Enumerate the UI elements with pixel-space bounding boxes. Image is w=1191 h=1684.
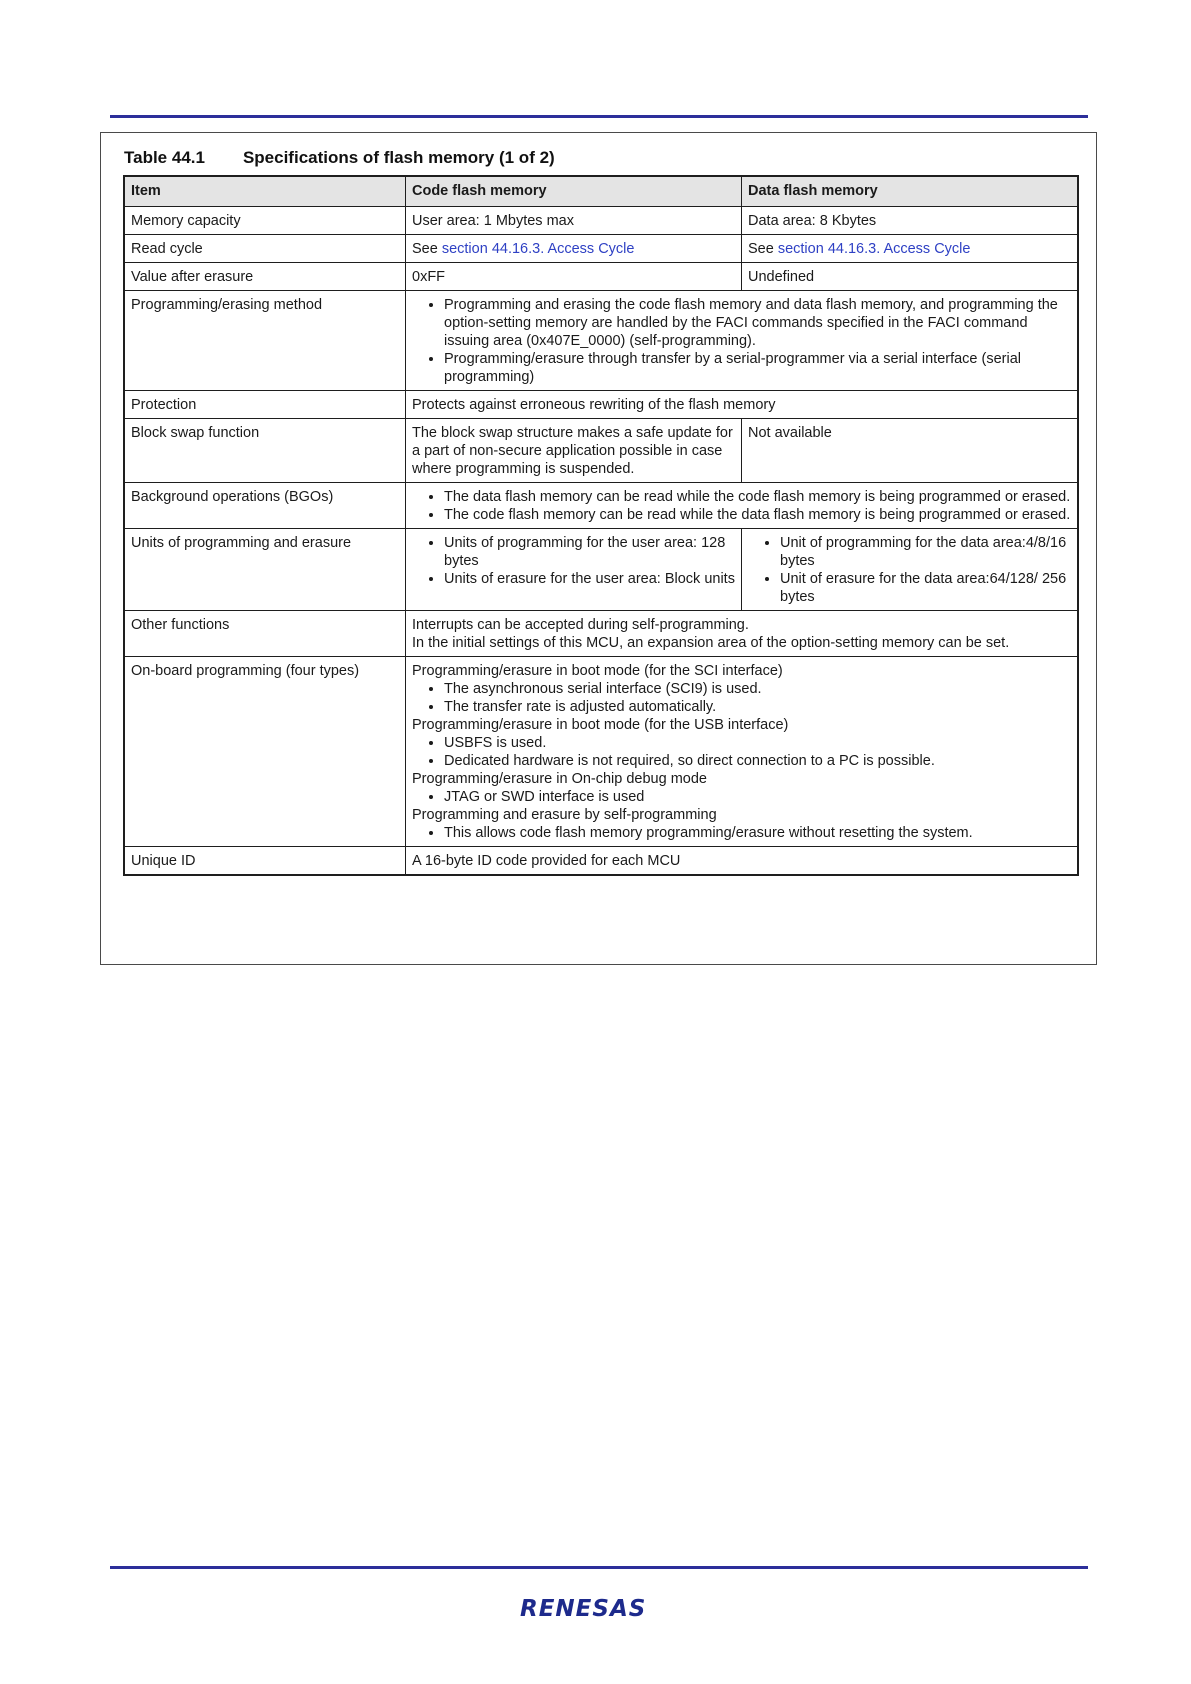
bullet-list (412, 296, 1071, 386)
cell-merged (406, 657, 1079, 847)
list-item: • Programming/erasure through transfer by a serial-programmer via a serial interface (serial programming) (444, 350, 1071, 386)
header-rule (110, 115, 1088, 118)
table-row (124, 657, 1078, 847)
renesas-logo: RENESAS (520, 1596, 647, 1622)
list-item: • The code flash memory can be read while the data flash memory is being programmed or erased. (444, 506, 1071, 524)
list-item: • The transfer rate is adjusted automatically. (444, 698, 1071, 716)
table-caption (124, 148, 555, 168)
row-label: Value after erasure (124, 263, 406, 291)
cell-merged (406, 611, 1079, 657)
table-number: Table 44.1 (124, 148, 205, 167)
group-heading: Programming/erasure in On-chip debug mode (412, 771, 707, 787)
group-heading: Programming/erasure in boot mode (for the USB interface) (412, 717, 789, 733)
cell-merged (406, 291, 1079, 391)
cell-merged: A 16-byte ID code provided for each MCU (406, 847, 1079, 876)
row-label: Memory capacity (124, 207, 406, 235)
table-row (124, 207, 1078, 235)
row-label: On-board programming (four types) (124, 657, 406, 847)
table-row (124, 291, 1078, 391)
group-heading: Programming/erasure in boot mode (for the SCI interface) (412, 663, 783, 679)
cell-merged (406, 483, 1079, 529)
list-item: • The asynchronous serial interface (SCI9) is used. (444, 680, 1071, 698)
row-label: Background operations (BGOs) (124, 483, 406, 529)
table-row (124, 483, 1078, 529)
row-label: Protection (124, 391, 406, 419)
list-item: • Dedicated hardware is not required, so direct connection to a PC is possible. (444, 752, 1071, 770)
list-item: • Programming and erasing the code flash memory and data flash memory, and programming the option-setting memory are handled by the FACI commands specified in the FACI command issuing area (0x407E_0000) (self-programming). (444, 296, 1071, 350)
list-item: • Unit of programming for the data area:4/8/16 bytes (780, 534, 1071, 570)
list-item: • JTAG or SWD interface is used (444, 788, 1071, 806)
access-cycle-link[interactable]: section 44.16.3. Access Cycle (441, 241, 635, 257)
access-cycle-link[interactable]: section 44.16.3. Access Cycle (777, 241, 971, 257)
bullet-list (412, 488, 1071, 524)
row-label: Units of programming and erasure (124, 529, 406, 611)
header-data-flash: Data flash memory (742, 176, 1079, 207)
group-heading: Programming and erasure by self-programming (412, 807, 717, 823)
header-code-flash: Code flash memory (406, 176, 742, 207)
bullet-list (412, 534, 735, 588)
list-item: • The data flash memory can be read while the code flash memory is being programmed or erased. (444, 488, 1071, 506)
cell-data (742, 529, 1079, 611)
table-row (124, 529, 1078, 611)
list-item: • Unit of erasure for the data area:64/128/ 256 bytes (780, 570, 1071, 606)
list-item: • Units of programming for the user area: 128 bytes (444, 534, 735, 570)
see-text: See (412, 241, 438, 257)
header-row (124, 176, 1078, 207)
row-label: Programming/erasing method (124, 291, 406, 391)
cell-code (406, 235, 742, 263)
text-line: Interrupts can be accepted during self-programming. (412, 617, 749, 633)
table-row (124, 391, 1078, 419)
cell-code: The block swap structure makes a safe update for a part of non-secure application possible in case where programming is suspended. (406, 419, 742, 483)
list-item: • Units of erasure for the user area: Block units (444, 570, 735, 588)
bullet-list (748, 534, 1071, 606)
cell-data: Data area: 8 Kbytes (742, 207, 1079, 235)
footer-rule (110, 1566, 1088, 1569)
table-row (124, 847, 1078, 876)
text-line: In the initial settings of this MCU, an expansion area of the option-setting memory can be set. (412, 635, 1010, 651)
table-row (124, 419, 1078, 483)
header-item: Item (124, 176, 406, 207)
bullet-list (412, 734, 1071, 770)
row-label: Other functions (124, 611, 406, 657)
cell-data (742, 235, 1079, 263)
cell-data: Not available (742, 419, 1079, 483)
bullet-list (412, 788, 1071, 806)
cell-data: Undefined (742, 263, 1079, 291)
list-item: • USBFS is used. (444, 734, 1071, 752)
table-row (124, 263, 1078, 291)
bullet-list (412, 680, 1071, 716)
cell-code: 0xFF (406, 263, 742, 291)
cell-merged: Protects against erroneous rewriting of the flash memory (406, 391, 1079, 419)
cell-code (406, 529, 742, 611)
see-text: See (748, 241, 774, 257)
row-label: Unique ID (124, 847, 406, 876)
cell-code: User area: 1 Mbytes max (406, 207, 742, 235)
row-label: Read cycle (124, 235, 406, 263)
spec-table (123, 175, 1079, 876)
table-row (124, 611, 1078, 657)
bullet-list (412, 824, 1071, 842)
table-row (124, 235, 1078, 263)
row-label: Block swap function (124, 419, 406, 483)
table-title: Specifications of flash memory (1 of 2) (242, 148, 555, 167)
list-item: • This allows code flash memory programming/erasure without resetting the system. (444, 824, 1071, 842)
